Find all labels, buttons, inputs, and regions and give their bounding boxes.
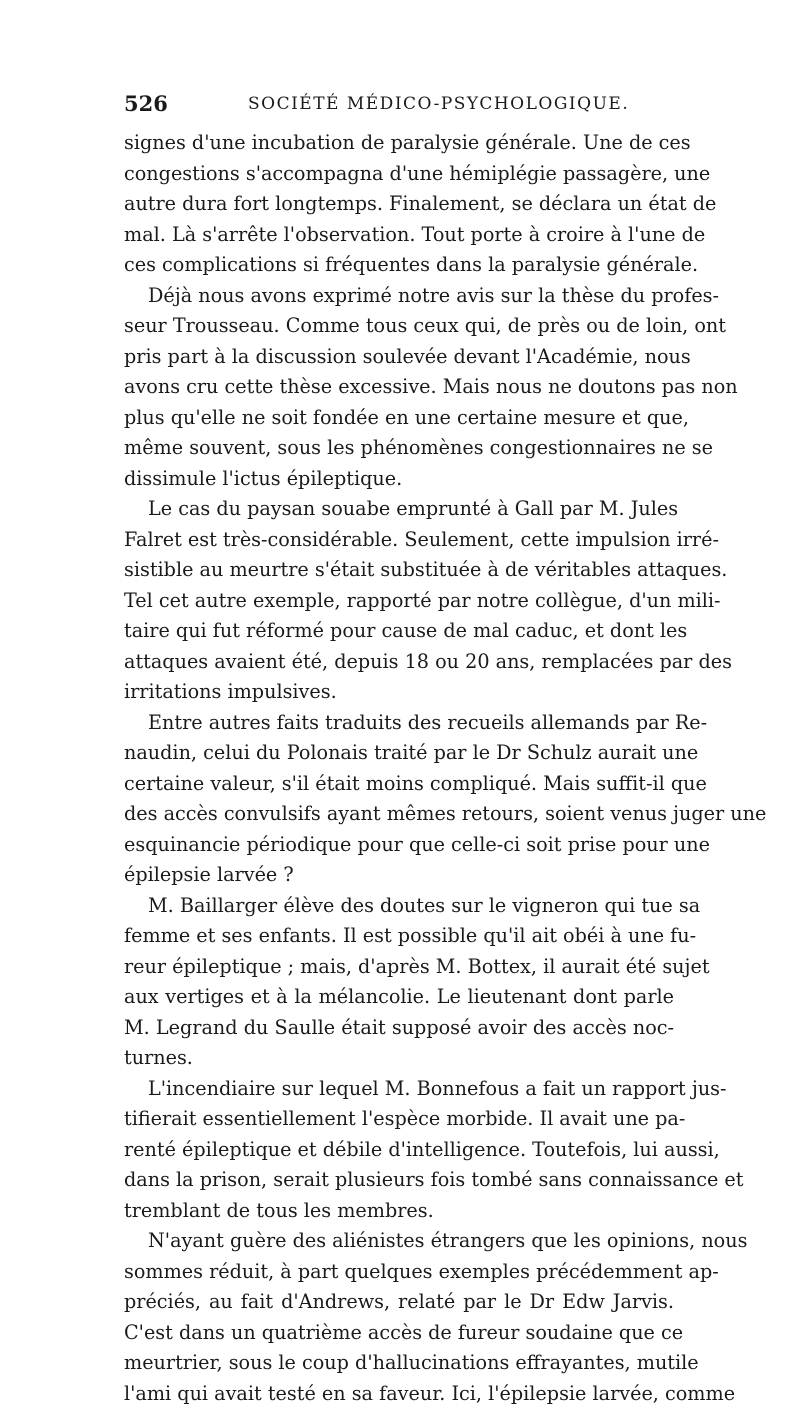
- text-line: taire qui fut réformé pour cause de mal caduc, et dont les: [124, 616, 674, 647]
- text-line: reur épileptique ; mais, d'après M. Bottex, il aurait été sujet: [124, 952, 674, 983]
- text-line: même souvent, sous les phénomènes congestionnaires ne se: [124, 433, 674, 464]
- text-line: des accès convulsifs ayant mêmes retours, soient venus juger une: [124, 799, 674, 830]
- text-line: naudin, celui du Polonais traité par le Dr Schulz aurait une: [124, 738, 674, 769]
- text-line: dissimule l'ictus épileptique.: [124, 464, 674, 495]
- text-line: autre dura fort longtemps. Finalement, se déclara un état de: [124, 189, 674, 220]
- text-line: L'incendiaire sur lequel M. Bonnefous a fait un rapport jus-: [124, 1074, 674, 1105]
- text-line: Falret est très-considérable. Seulement, cette impulsion irré-: [124, 525, 674, 556]
- text-line: épilepsie larvée ?: [124, 860, 674, 891]
- text-line: M. Legrand du Saulle était supposé avoir des accès noc-: [124, 1013, 674, 1044]
- text-line: tremblant de tous les membres.: [124, 1196, 674, 1227]
- text-line: seur Trousseau. Comme tous ceux qui, de près ou de loin, ont: [124, 311, 674, 342]
- text-line: C'est dans un quatrième accès de fureur soudaine que ce: [124, 1318, 674, 1349]
- text-line: Tel cet autre exemple, rapporté par notre collègue, d'un mili-: [124, 586, 674, 617]
- page-number: 526: [124, 91, 168, 116]
- text-line: femme et ses enfants. Il est possible qu'il ait obéi à une fu-: [124, 921, 674, 952]
- text-line: aux vertiges et à la mélancolie. Le lieutenant dont parle: [124, 982, 674, 1013]
- text-line: certaine valeur, s'il était moins compliqué. Mais suffit-il que: [124, 769, 674, 800]
- text-line: M. Baillarger élève des doutes sur le vigneron qui tue sa: [124, 891, 674, 922]
- text-line: avons cru cette thèse excessive. Mais nous ne doutons pas non: [124, 372, 674, 403]
- text-line: plus qu'elle ne soit fondée en une certaine mesure et que,: [124, 403, 674, 434]
- text-line: irritations impulsives.: [124, 677, 674, 708]
- text-line: dans la prison, serait plusieurs fois tombé sans connaissance et: [124, 1165, 674, 1196]
- text-line: ces complications si fréquentes dans la paralysie générale.: [124, 250, 674, 281]
- text-line: sistible au meurtre s'était substituée à de véritables attaques.: [124, 555, 674, 586]
- text-line: Entre autres faits traduits des recueils allemands par Re-: [124, 708, 674, 739]
- text-line: renté épileptique et débile d'intelligence. Toutefois, lui aussi,: [124, 1135, 674, 1166]
- text-line: signes d'une incubation de paralysie générale. Une de ces: [124, 128, 674, 159]
- text-line: esquinancie périodique pour que celle-ci soit prise pour une: [124, 830, 674, 861]
- text-line: turnes.: [124, 1043, 674, 1074]
- text-line: Le cas du paysan souabe emprunté à Gall par M. Jules: [124, 494, 674, 525]
- text-line: mal. Là s'arrête l'observation. Tout porte à croire à l'une de: [124, 220, 674, 251]
- text-line: tifierait essentiellement l'espèce morbide. Il avait une pa-: [124, 1104, 674, 1135]
- text-line: sommes réduit, à part quelques exemples précédemment ap-: [124, 1257, 674, 1288]
- text-line: attaques avaient été, depuis 18 ou 20 ans, remplacées par des: [124, 647, 674, 678]
- text-line: pris part à la discussion soulevée devant l'Académie, nous: [124, 342, 674, 373]
- page-body: [124, 128, 674, 1409]
- text-line: Déjà nous avons exprimé notre avis sur la thèse du profes-: [124, 281, 674, 312]
- text-line: préciés, au fait d'Andrews, relaté par le Dr Edw Jarvis.: [124, 1287, 674, 1318]
- text-line: meurtrier, sous le coup d'hallucinations effrayantes, mutile: [124, 1348, 674, 1379]
- page-header: [120, 91, 680, 121]
- text-line: l'ami qui avait testé en sa faveur. Ici, l'épilepsie larvée, comme: [124, 1379, 674, 1409]
- text-line: N'ayant guère des aliénistes étrangers que les opinions, nous: [124, 1226, 674, 1257]
- text-line: congestions s'accompagna d'une hémiplégie passagère, une: [124, 159, 674, 190]
- running-head: SOCIÉTÉ MÉDICO-PSYCHOLOGIQUE.: [248, 94, 629, 114]
